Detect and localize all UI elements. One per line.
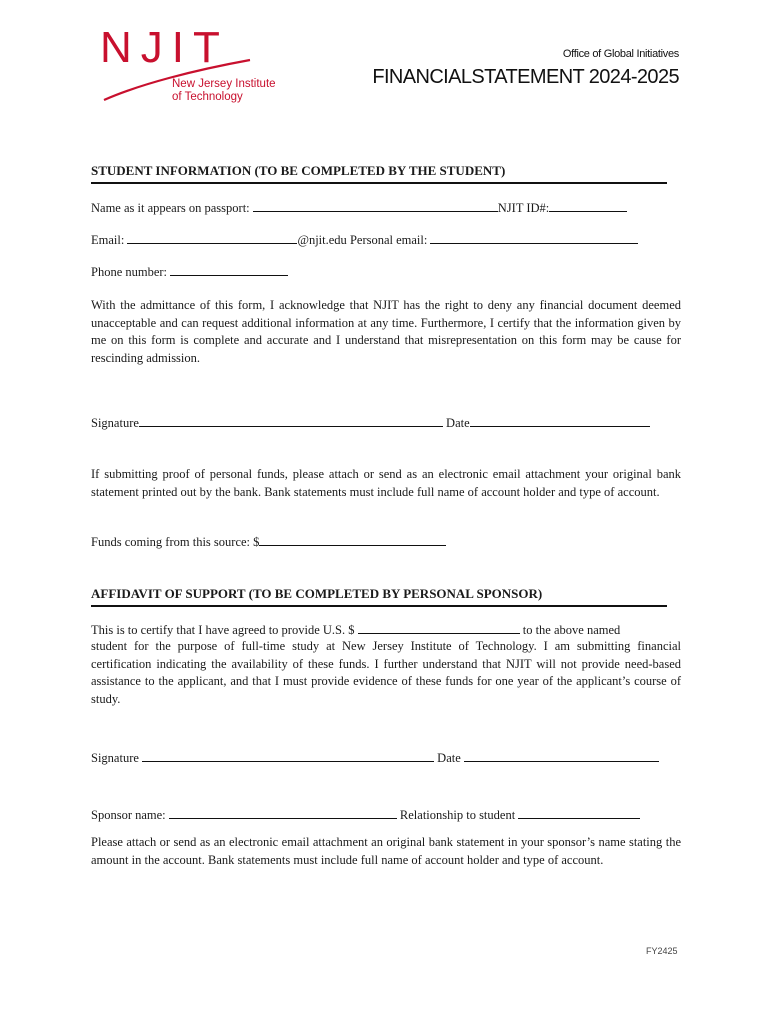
student-date-label: Date	[446, 416, 470, 430]
student-signature-label: Signature	[91, 416, 139, 430]
phone-label: Phone number:	[91, 265, 168, 279]
njit-email-field[interactable]	[127, 231, 297, 244]
sponsor-section-heading: AFFIDAVIT OF SUPPORT (TO BE COMPLETED BY PERSONAL SPONSOR)	[91, 586, 667, 607]
office-name: Office of Global Initiatives	[562, 48, 679, 60]
sponsor-signature-field[interactable]	[142, 749, 434, 762]
funds-instructions: If submitting proof of personal funds, please attach or send as an electronic email attachment your original bank statement printed out by the bank. Bank statements must include full name of account holder and type of account.	[91, 467, 681, 499]
relationship-label: Relationship to student	[399, 808, 516, 822]
sponsor-amount-field[interactable]	[358, 621, 520, 634]
relationship-field[interactable]	[518, 806, 640, 819]
sponsor-date-field[interactable]	[464, 749, 659, 762]
student-signature-field[interactable]	[139, 414, 443, 427]
passport-name-field[interactable]	[253, 199, 498, 212]
certify-end: to the above named	[522, 623, 621, 637]
sponsor-signature-label: Signature	[91, 751, 139, 765]
student-date-field[interactable]	[470, 414, 650, 427]
student-section-heading: STUDENT INFORMATION (TO BE COMPLETED BY THE STUDENT)	[91, 163, 667, 184]
student-signature-row	[91, 414, 667, 431]
email-label: Email:	[91, 233, 125, 247]
logo-letters: NJIT	[100, 23, 229, 72]
passport-row	[91, 199, 667, 216]
logo-name-line2: of Technology	[172, 91, 243, 103]
personal-email-field[interactable]	[430, 231, 638, 244]
funds-amount-field[interactable]	[259, 533, 446, 546]
sponsor-amount-row	[91, 621, 667, 638]
sponsor-signature-row	[91, 749, 667, 766]
njit-id-field[interactable]	[549, 199, 627, 212]
njit-logo	[100, 23, 300, 106]
certify-text: student for the purpose of full-time study at New Jersey Institute of Technology. I am submitting financial certification indicating the availability of these funds. I further understand that NJIT will not provide need-based assistance to the applicant, and that I must provide evidence of these funds for one year of the applicant’s course of study.	[91, 639, 681, 706]
sponsor-name-label: Sponsor name:	[91, 808, 166, 822]
passport-label: Name as it appears on passport:	[91, 201, 250, 215]
certify-start: This is to certify that I have agreed to provide U.S. $	[91, 623, 355, 637]
logo-institution-name	[172, 78, 276, 104]
phone-row	[91, 263, 667, 280]
sponsor-name-field[interactable]	[169, 806, 397, 819]
form-title: FINANCIALSTATEMENT 2024-2025	[372, 66, 679, 88]
phone-field[interactable]	[170, 263, 288, 276]
njit-domain: @njit.edu	[297, 233, 347, 247]
form-code: FY2425	[646, 946, 678, 956]
logo-name-line1: New Jersey Institute	[172, 78, 276, 90]
sponsor-name-row	[91, 806, 667, 823]
attach-instructions: Please attach or send as an electronic email attachment an original bank statement in your sponsor’s name stating the amount in the account. Bank statements must include full name of account holder and type of account.	[91, 835, 681, 867]
njit-id-label: NJIT ID#:	[497, 201, 550, 215]
sponsor-date-label: Date	[437, 751, 461, 765]
funds-row	[91, 533, 667, 550]
acknowledgement-text: With the admittance of this form, I acknowledge that NJIT has the right to deny any financial document deemed unacceptable and can request additional information at any time. Furthermore, I certify that the information given by me on this form is complete and accurate and I understand that misrepresentation on this form may be cause for rescinding admission.	[91, 298, 681, 365]
email-row	[91, 231, 667, 248]
personal-email-label: Personal email:	[349, 233, 428, 247]
funds-label: Funds coming from this source: $	[91, 535, 260, 549]
